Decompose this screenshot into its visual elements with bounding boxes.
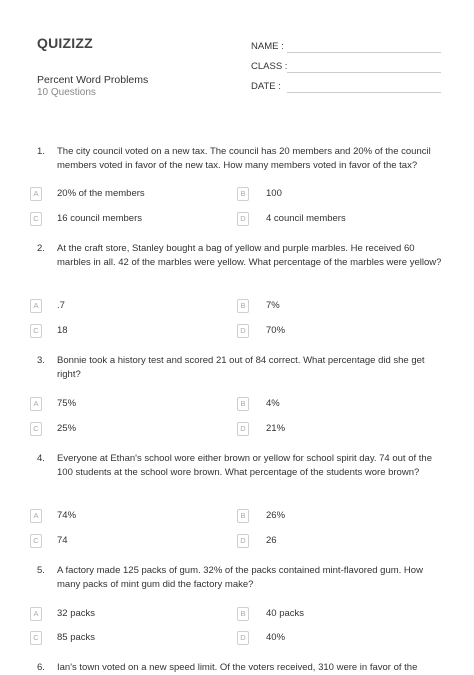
question-number: 2. xyxy=(37,243,45,254)
class-line xyxy=(287,72,441,73)
option-letter-badge: C xyxy=(30,422,42,436)
question-3 xyxy=(37,354,447,382)
option-text: 4 council members xyxy=(266,213,346,224)
worksheet-question-count: 10 Questions xyxy=(37,87,96,98)
option-text: 18 xyxy=(57,325,68,336)
option-text: 26% xyxy=(266,510,286,521)
option-text: 75% xyxy=(57,398,77,409)
date-field[interactable] xyxy=(251,81,441,95)
question-number: 1. xyxy=(37,146,45,157)
option-letter-badge: D xyxy=(237,324,249,338)
question-text: A factory made 125 packs of gum. 32% of the packs contained mint-flavored gum. How many packs of mint gum did the factory make? xyxy=(57,565,423,590)
option-text: 40 packs xyxy=(266,608,305,619)
name-line xyxy=(287,52,441,53)
option-text: 85 packs xyxy=(57,632,96,643)
option-letter-badge: B xyxy=(237,509,249,523)
question-number: 6. xyxy=(37,662,45,673)
option-text: 21% xyxy=(266,423,286,434)
question-5 xyxy=(37,564,447,592)
question-text: Ian's town voted on a new speed limit. Of the voters received, 310 were in favor of the xyxy=(57,662,418,673)
option-text: 4% xyxy=(266,398,280,409)
option-letter-badge: C xyxy=(30,324,42,338)
option-text: 32 packs xyxy=(57,608,96,619)
option-text: .7 xyxy=(57,300,65,311)
option-letter-badge: B xyxy=(237,607,249,621)
option-text: 40% xyxy=(266,632,286,643)
question-2 xyxy=(37,242,447,284)
question-1 xyxy=(37,145,447,173)
option-letter-badge: C xyxy=(30,534,42,548)
worksheet-header xyxy=(0,0,474,112)
option-text: 20% of the members xyxy=(57,188,145,199)
option-letter-badge: C xyxy=(30,212,42,226)
question-number: 5. xyxy=(37,565,45,576)
option-letter-badge: D xyxy=(237,422,249,436)
option-letter-badge: A xyxy=(30,299,42,313)
option-letter-badge: B xyxy=(237,299,249,313)
option-text: 70% xyxy=(266,325,286,336)
question-number: 3. xyxy=(37,355,45,366)
question-number: 4. xyxy=(37,453,45,464)
date-line xyxy=(287,92,441,93)
question-6 xyxy=(37,661,447,675)
option-letter-badge: B xyxy=(237,187,249,201)
option-letter-badge: A xyxy=(30,187,42,201)
option-text: 74 xyxy=(57,535,68,546)
option-letter-badge: D xyxy=(237,212,249,226)
option-text: 7% xyxy=(266,300,280,311)
date-label: DATE : xyxy=(251,81,281,92)
question-text: Everyone at Ethan's school wore either brown or yellow for school spirit day. 74 out of the 100 students at the school wore brown. What percentage of the students wore brown? xyxy=(57,453,432,478)
name-label: NAME : xyxy=(251,41,284,52)
option-text: 100 xyxy=(266,188,282,199)
option-letter-badge: D xyxy=(237,534,249,548)
question-text: Bonnie took a history test and scored 21 out of 84 correct. What percentage did she get right? xyxy=(57,355,425,380)
question-4 xyxy=(37,452,447,494)
option-text: 74% xyxy=(57,510,77,521)
class-label: CLASS : xyxy=(251,61,288,72)
option-text: 25% xyxy=(57,423,77,434)
question-text: At the craft store, Stanley bought a bag of yellow and purple marbles. He received 60 marbles in all. 42 of the marbles were yellow. What percentage of the marbles were yellow? xyxy=(57,243,442,268)
quizizz-logo: QUIZIZZ xyxy=(37,35,93,51)
option-text: 16 council members xyxy=(57,213,143,224)
option-letter-badge: A xyxy=(30,607,42,621)
worksheet-title: Percent Word Problems xyxy=(37,74,149,86)
option-letter-badge: D xyxy=(237,631,249,645)
option-letter-badge: A xyxy=(30,509,42,523)
class-field[interactable] xyxy=(251,61,441,75)
question-text: The city council voted on a new tax. The council has 20 members and 20% of the council members voted in favor of the new tax. How many members voted in favor of the tax? xyxy=(57,146,431,171)
name-field[interactable] xyxy=(251,41,441,55)
option-letter-badge: A xyxy=(30,397,42,411)
option-text: 26 xyxy=(266,535,277,546)
option-letter-badge: B xyxy=(237,397,249,411)
option-letter-badge: C xyxy=(30,631,42,645)
